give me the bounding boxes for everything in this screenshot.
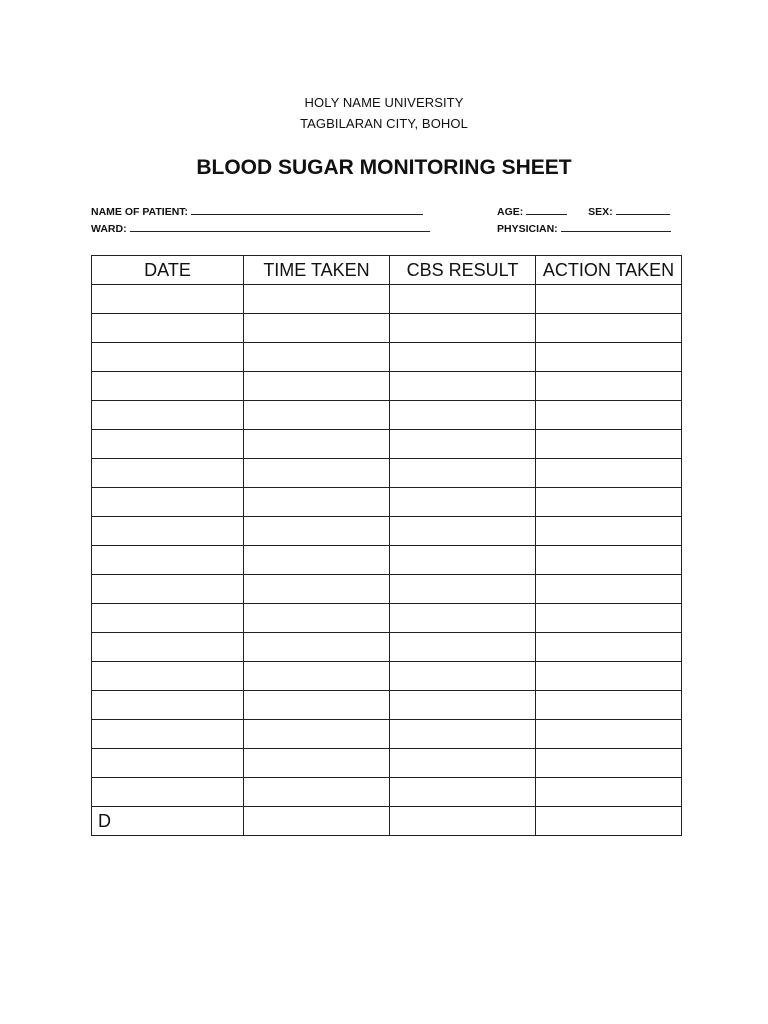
table-row [92, 459, 682, 488]
table-cell-cbs-result[interactable] [390, 372, 536, 401]
table-row [92, 633, 682, 662]
table-cell-action-taken[interactable] [536, 401, 682, 430]
table-row [92, 517, 682, 546]
ward-label: WARD: [91, 223, 127, 235]
table-cell-time-taken[interactable] [244, 430, 390, 459]
table-row [92, 807, 682, 836]
table-cell-action-taken[interactable] [536, 430, 682, 459]
table-cell-time-taken[interactable] [244, 285, 390, 314]
table-cell-date[interactable] [92, 749, 244, 778]
patient-name-label: NAME OF PATIENT: [91, 206, 189, 218]
table-cell-time-taken[interactable] [244, 807, 390, 836]
table-row [92, 285, 682, 314]
table-cell-date[interactable] [92, 691, 244, 720]
table-cell-time-taken[interactable] [244, 749, 390, 778]
table-cell-action-taken[interactable] [536, 633, 682, 662]
table-cell-time-taken[interactable] [244, 662, 390, 691]
column-header-time-taken: TIME TAKEN [244, 256, 390, 285]
table-cell-time-taken[interactable] [244, 401, 390, 430]
table-cell-action-taken[interactable] [536, 459, 682, 488]
table-cell-date[interactable] [92, 575, 244, 604]
table-cell-cbs-result[interactable] [390, 285, 536, 314]
table-cell-action-taken[interactable] [536, 662, 682, 691]
patient-name-line[interactable] [191, 204, 423, 215]
table-row [92, 662, 682, 691]
table-cell-cbs-result[interactable] [390, 488, 536, 517]
table-cell-cbs-result[interactable] [390, 604, 536, 633]
table-cell-time-taken[interactable] [244, 720, 390, 749]
table-cell-date[interactable] [92, 488, 244, 517]
table-body [92, 285, 682, 836]
table-cell-action-taken[interactable] [536, 546, 682, 575]
table-cell-time-taken[interactable] [244, 604, 390, 633]
table-cell-action-taken[interactable] [536, 343, 682, 372]
table-cell-time-taken[interactable] [244, 459, 390, 488]
table-row [92, 778, 682, 807]
table-row [92, 314, 682, 343]
ward-field[interactable] [91, 221, 430, 235]
table-cell-cbs-result[interactable] [390, 575, 536, 604]
table-cell-action-taken[interactable] [536, 285, 682, 314]
table-cell-time-taken[interactable] [244, 575, 390, 604]
physician-field[interactable] [497, 221, 671, 235]
age-line[interactable] [526, 204, 567, 215]
table-row [92, 691, 682, 720]
table-cell-date[interactable] [92, 517, 244, 546]
table-cell-cbs-result[interactable] [390, 314, 536, 343]
table-cell-cbs-result[interactable] [390, 430, 536, 459]
table-cell-cbs-result[interactable] [390, 343, 536, 372]
table-cell-action-taken[interactable] [536, 691, 682, 720]
table-cell-date[interactable] [92, 546, 244, 575]
table-cell-date[interactable] [92, 372, 244, 401]
table-cell-time-taken[interactable] [244, 372, 390, 401]
table-row [92, 488, 682, 517]
patient-name-field[interactable] [91, 204, 423, 218]
table-cell-date[interactable] [92, 401, 244, 430]
table-cell-date[interactable] [92, 459, 244, 488]
table-cell-cbs-result[interactable] [390, 720, 536, 749]
table-cell-cbs-result[interactable] [390, 459, 536, 488]
table-row [92, 430, 682, 459]
monitoring-table [91, 255, 682, 836]
page-title: BLOOD SUGAR MONITORING SHEET [196, 156, 572, 179]
column-header-action-taken: ACTION TAKEN [536, 256, 682, 285]
table-cell-time-taken[interactable] [244, 691, 390, 720]
table-row [92, 575, 682, 604]
table-row [92, 720, 682, 749]
table-cell-cbs-result[interactable] [390, 546, 536, 575]
table-cell-cbs-result[interactable] [390, 401, 536, 430]
table-cell-action-taken[interactable] [536, 372, 682, 401]
table-row [92, 546, 682, 575]
table-cell-cbs-result[interactable] [390, 778, 536, 807]
table-cell-date[interactable] [92, 430, 244, 459]
table-cell-time-taken[interactable] [244, 488, 390, 517]
table-cell-date[interactable] [92, 285, 244, 314]
table-cell-action-taken[interactable] [536, 575, 682, 604]
table-cell-cbs-result[interactable] [390, 691, 536, 720]
table-row [92, 749, 682, 778]
table-cell-date[interactable] [92, 314, 244, 343]
table-cell-time-taken[interactable] [244, 314, 390, 343]
table-cell-time-taken[interactable] [244, 343, 390, 372]
table-cell-time-taken[interactable] [244, 633, 390, 662]
table-cell-action-taken[interactable] [536, 604, 682, 633]
table-cell-cbs-result[interactable] [390, 517, 536, 546]
table-row [92, 401, 682, 430]
table-row [92, 372, 682, 401]
table-cell-date[interactable] [92, 343, 244, 372]
table-cell-date[interactable] [92, 604, 244, 633]
ward-line[interactable] [130, 221, 430, 232]
age-sex-fields [497, 204, 670, 218]
table-cell-date[interactable] [92, 778, 244, 807]
sex-line[interactable] [616, 204, 670, 215]
table-header-row [92, 256, 682, 285]
table-row [92, 343, 682, 372]
table-cell-action-taken[interactable] [536, 749, 682, 778]
table-cell-action-taken[interactable] [536, 778, 682, 807]
table-cell-action-taken[interactable] [536, 807, 682, 836]
table-cell-date[interactable]: D [92, 807, 244, 836]
table-cell-time-taken[interactable] [244, 546, 390, 575]
university-name: HOLY NAME UNIVERSITY [304, 95, 464, 110]
sex-label: SEX: [588, 206, 613, 218]
table-cell-cbs-result[interactable] [390, 633, 536, 662]
age-label: AGE: [497, 206, 524, 218]
table-cell-action-taken[interactable] [536, 314, 682, 343]
table-cell-cbs-result[interactable] [390, 662, 536, 691]
table-cell-date[interactable] [92, 720, 244, 749]
table-cell-cbs-result[interactable] [390, 807, 536, 836]
table-cell-date[interactable] [92, 633, 244, 662]
table-cell-action-taken[interactable] [536, 517, 682, 546]
university-location: TAGBILARAN CITY, BOHOL [300, 116, 468, 131]
physician-line[interactable] [561, 221, 671, 232]
column-header-cbs-result: CBS RESULT [390, 256, 536, 285]
table-row [92, 604, 682, 633]
table-cell-cbs-result[interactable] [390, 749, 536, 778]
physician-label: PHYSICIAN: [497, 223, 558, 235]
table-cell-time-taken[interactable] [244, 778, 390, 807]
table-cell-date[interactable] [92, 662, 244, 691]
column-header-date: DATE [92, 256, 244, 285]
table-cell-action-taken[interactable] [536, 720, 682, 749]
table-cell-action-taken[interactable] [536, 488, 682, 517]
table-cell-time-taken[interactable] [244, 517, 390, 546]
